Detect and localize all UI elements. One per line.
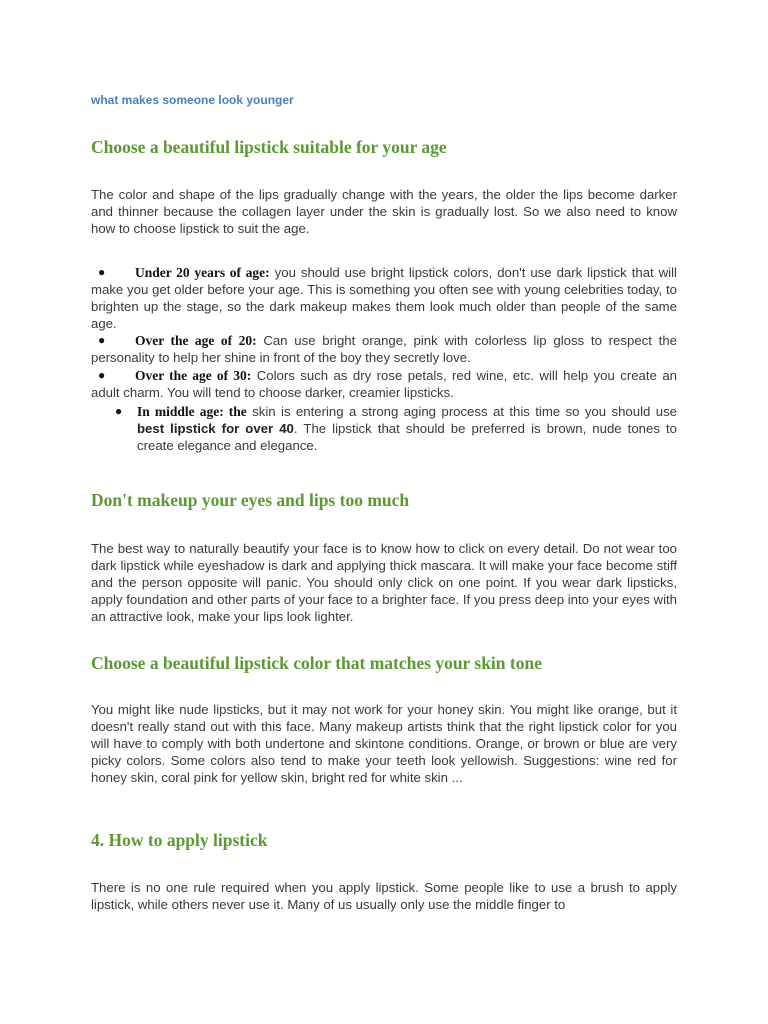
- related-link[interactable]: what makes someone look younger: [91, 93, 294, 107]
- list-item-over-20: [91, 332, 677, 366]
- list-item-label: Under 20 years of age:: [135, 265, 270, 280]
- list-item-label: In middle age: the: [137, 404, 247, 419]
- bullet-icon: ●: [98, 265, 106, 279]
- bullet-icon: ●: [98, 368, 106, 382]
- list-item-over-30: [91, 367, 677, 401]
- list-item-label: Over the age of 30:: [135, 368, 252, 383]
- list-item-label: Over the age of 20:: [135, 333, 257, 348]
- list-item-under-20: [91, 264, 677, 332]
- list-item-text: skin is entering a strong aging process at this time so you should use: [246, 404, 677, 419]
- list-item-text: . The lipstick that should be preferred is brown, nude tones to create elegance and elegance.: [137, 421, 677, 453]
- section-paragraph-age: The color and shape of the lips gradually change with the years, the older the lips become darker and thinner because the collagen layer under the skin is gradually lost. So we also need to know how to choose lipstick to suit the age.: [91, 187, 677, 236]
- list-item-text: you should use bright lipstick colors, don't use dark lipstick that will make you get older before your age. This is something you often see with young celebrities today, to brighten up the stage, so the dark makeup makes them look much older than people of the same age.: [91, 265, 677, 331]
- bold-keyword: best lipstick for over 40: [137, 421, 294, 436]
- bullet-icon: ●: [115, 404, 123, 418]
- section-paragraph-makeup: The best way to naturally beautify your face is to know how to click on every detail. Do not wear too dark lipstick while eyeshadow is dark and applying thick mascara. It will make your face become stiff and the person opposite will panic. You should only click on one point. If you wear dark lipsticks, apply foundation and other parts of your face to a brighter face. If you press deep into your eyes with an attractive look, make your lips look lighter.: [91, 541, 677, 624]
- list-item-text: Colors such as dry rose petals, red wine, etc. will help you create an adult charm. You will tend to choose darker, creamier lipsticks.: [91, 368, 677, 400]
- list-item-text: Can use bright orange, pink with colorless lip gloss to respect the personality to help her shine in front of the boy they secretly love.: [91, 333, 677, 365]
- section-heading-apply: 4. How to apply lipstick: [91, 830, 268, 850]
- list-item-middle-age: [107, 403, 677, 454]
- bullet-icon: ●: [98, 333, 106, 347]
- section-paragraph-apply: There is no one rule required when you apply lipstick. Some people like to use a brush to apply lipstick, while others never use it. Many of us usually only use the middle finger to: [91, 880, 677, 912]
- section-paragraph-skin-tone: You might like nude lipsticks, but it may not work for your honey skin. You might like orange, but it doesn't really stand out with this face. Many makeup artists think that the right lipstick color for you will have to comply with both undertone and skintone conditions. Orange, or brown or blue are very picky colors. Some colors also tend to make your teeth look yellowish. Suggestions: wine red for honey skin, coral pink for yellow skin, bright red for white skin ...: [91, 702, 677, 785]
- section-heading-age: Choose a beautiful lipstick suitable for your age: [91, 137, 447, 157]
- section-heading-makeup: Don't makeup your eyes and lips too much: [91, 490, 410, 510]
- section-heading-skin-tone: Choose a beautiful lipstick color that matches your skin tone: [91, 653, 542, 673]
